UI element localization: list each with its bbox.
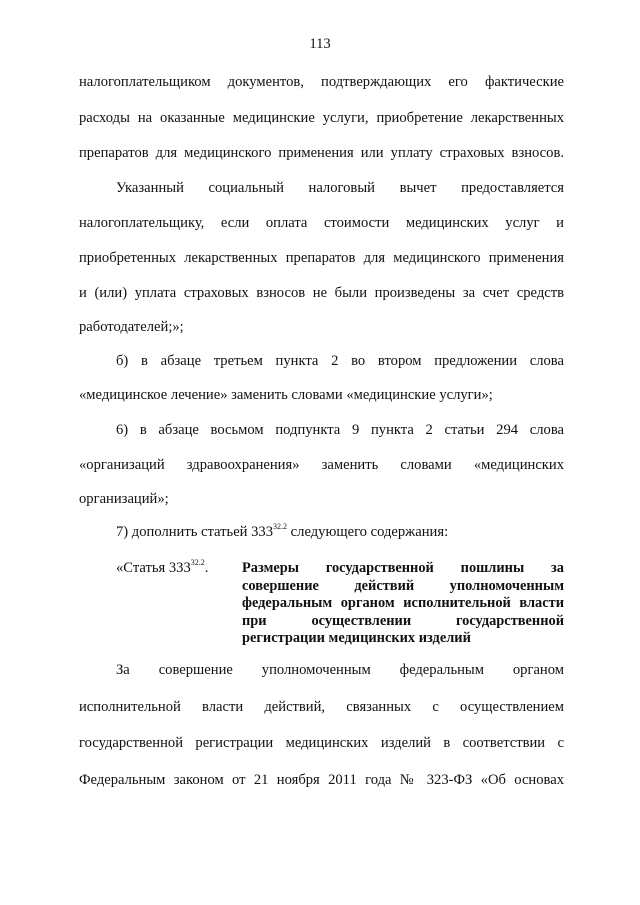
text-line: Федеральным законом от 21 ноября 2011 года № 323-ФЗ «Об основах [79, 772, 564, 788]
text-line: «медицинское лечение» заменить словами «медицинские услуги»; [79, 387, 493, 403]
text-line: препаратов для медицинского применения или уплату страховых взносов. [79, 145, 564, 161]
text-line: и (или) уплата страховых взносов не были произведены за счет средств [79, 285, 564, 301]
paragraph-first-line: 6) в абзаце восьмом подпункта 9 пункта 2 статьи 294 слова [116, 422, 564, 438]
text-line: налогоплательщиком документов, подтверждающих его фактические [79, 74, 564, 90]
article-label-prefix: «Статья 333 [116, 560, 191, 576]
text-line: налогоплательщику, если оплата стоимости медицинских услуг и [79, 215, 564, 231]
article-title-line: совершение действий уполномоченным [242, 577, 564, 594]
article-title-line: при осуществлении государственной [242, 612, 564, 629]
paragraph-first-line: Указанный социальный налоговый вычет предоставляется [116, 180, 564, 196]
paragraph-first-line: б) в абзаце третьем пункта 2 во втором предложении слова [116, 353, 564, 369]
article-title [242, 560, 564, 648]
page-number: 113 [309, 36, 331, 52]
item-7-prefix: 7) дополнить статьей 333 [116, 524, 274, 540]
text-line: исполнительной власти действий, связанных с осуществлением [79, 699, 564, 715]
text-line: государственной регистрации медицинских изделий в соответствии с [79, 735, 564, 751]
item-7-suffix: следующего содержания: [287, 524, 449, 540]
paragraph-first-line: За совершение уполномоченным федеральным органом [116, 662, 564, 678]
article-label-suffix: . [204, 560, 209, 576]
article-title-line: регистрации медицинских изделий [242, 630, 471, 646]
article-label-sup: 32.2 [190, 558, 205, 567]
article-label [116, 560, 208, 577]
item-7-line [116, 524, 564, 541]
text-line: работодателей;»; [79, 319, 184, 335]
article-title-line: федеральным органом исполнительной власти [242, 595, 564, 611]
text-line: организаций»; [79, 491, 169, 507]
text-line: «организаций здравоохранения» заменить словами «медицинских [79, 457, 564, 473]
article-title-line: Размеры государственной пошлины за [242, 560, 564, 576]
text-line: приобретенных лекарственных препаратов для медицинского применения [79, 250, 564, 266]
item-7-sup: 32.2 [273, 522, 288, 531]
text-line: расходы на оказанные медицинские услуги, приобретение лекарственных [79, 110, 564, 126]
